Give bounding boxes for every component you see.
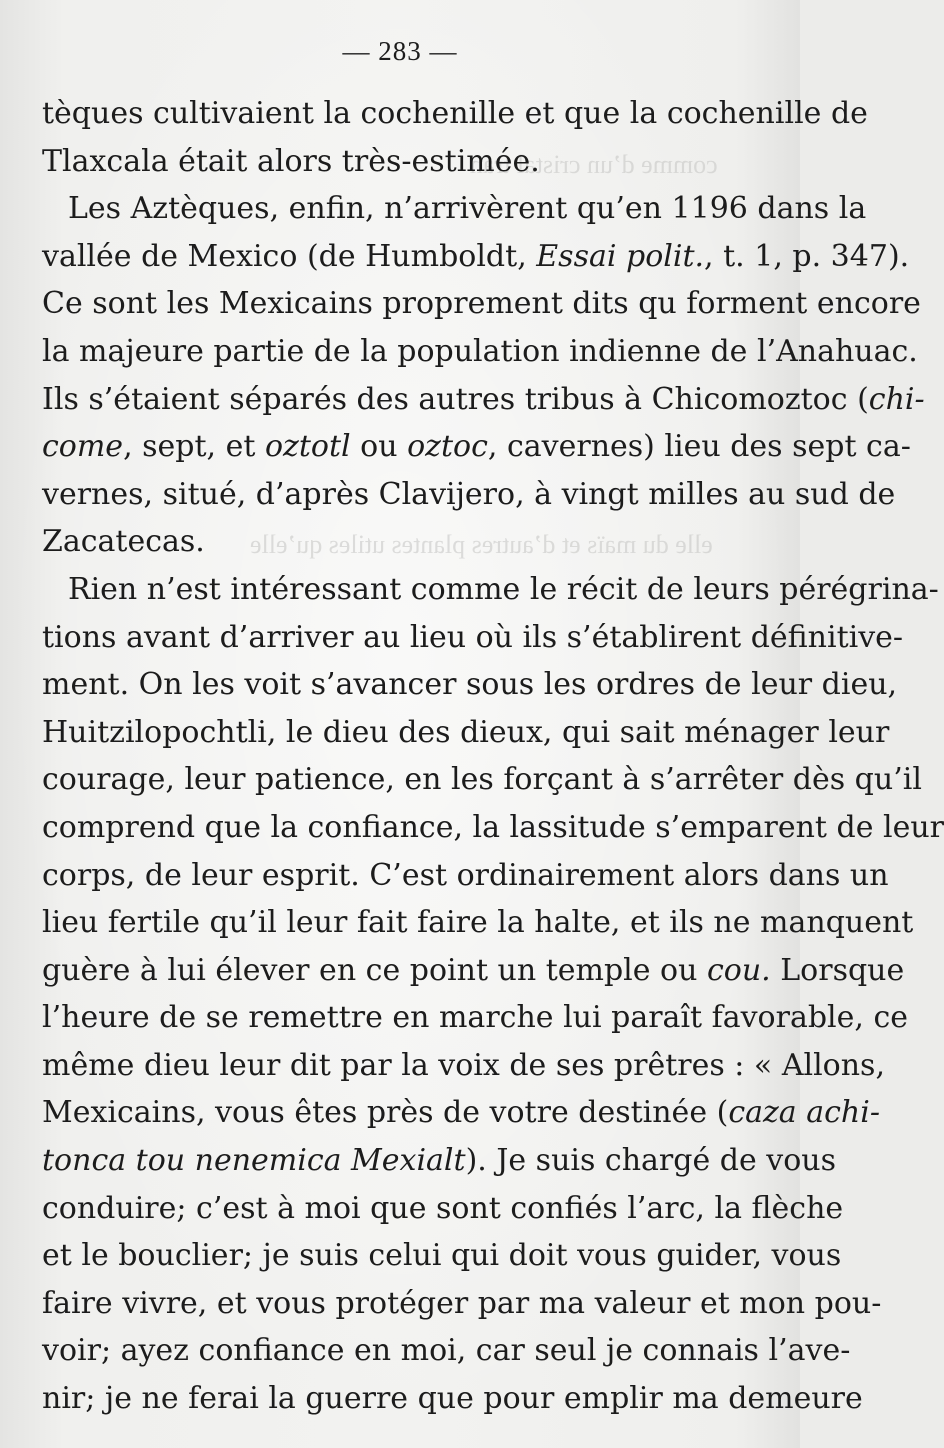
text-segment: Mexicains, vous êtes près de votre destinée ( bbox=[42, 1095, 729, 1131]
text-line bbox=[42, 709, 890, 757]
text-segment: comprend que la confiance, la lassitude s’emparent de leur bbox=[42, 809, 944, 845]
text-segment: conduire; c’est à moi que sont confiés l’arc, la flèche bbox=[42, 1190, 844, 1226]
text-line bbox=[42, 138, 760, 186]
text-line bbox=[42, 1042, 885, 1090]
text-line bbox=[42, 852, 889, 900]
text-segment: , sept, et bbox=[123, 429, 265, 465]
text-line bbox=[42, 423, 911, 471]
text-segment: vallée de Mexico (de Humboldt, bbox=[42, 238, 537, 274]
text-segment: ou bbox=[350, 429, 408, 465]
text-segment: courage, leur patience, en les forçant à s’arrêter dès qu’il bbox=[42, 762, 922, 798]
text-segment: ment. On les voit s’avancer sous les ordres de leur dieu, bbox=[42, 667, 898, 703]
bleed-through-text: comme d’un cristal tran bbox=[470, 150, 718, 179]
text-line bbox=[42, 1185, 844, 1233]
text-line bbox=[42, 1327, 851, 1375]
text-segment: Tlaxcala était alors très-estimée. bbox=[42, 143, 540, 179]
text-segment: corps, de leur esprit. C’est ordinairement alors dans un bbox=[42, 857, 889, 893]
italic-text: tonca tou nenemica Mexialt bbox=[42, 1143, 466, 1179]
text-line bbox=[42, 280, 921, 328]
text-segment: Les Aztèques, enfin, n’arrivèrent qu’en 1196 dans la bbox=[68, 191, 867, 227]
italic-text: oztotl bbox=[264, 429, 351, 465]
body-text bbox=[42, 90, 944, 1423]
text-segment: faire vivre, et vous protéger par ma valeur et mon pou- bbox=[42, 1285, 882, 1321]
text-line bbox=[42, 994, 909, 1042]
italic-text: caza achi- bbox=[728, 1095, 880, 1131]
text-line bbox=[42, 1280, 882, 1328]
text-segment: vernes, situé, d’après Clavijero, à vingt milles au sud de bbox=[42, 476, 896, 512]
text-segment: nir; je ne ferai la guerre que pour emplir ma demeure bbox=[42, 1381, 863, 1417]
text-line bbox=[42, 1089, 880, 1137]
text-line bbox=[42, 1137, 836, 1185]
text-line bbox=[42, 185, 867, 233]
text-line bbox=[42, 614, 904, 662]
text-line bbox=[42, 1232, 842, 1280]
text-line bbox=[42, 233, 910, 281]
italic-text: chi- bbox=[868, 381, 925, 417]
text-line bbox=[42, 566, 939, 614]
text-line bbox=[42, 661, 898, 709]
text-line bbox=[42, 1375, 863, 1423]
italic-text: come bbox=[42, 429, 124, 465]
text-segment: ). Je suis chargé de vous bbox=[465, 1143, 836, 1179]
text-segment: , cavernes) lieu des sept ca- bbox=[487, 429, 911, 465]
italic-text: cou. bbox=[706, 952, 771, 988]
text-segment: Zacatecas. bbox=[42, 524, 205, 560]
text-segment: tions avant d’arriver au lieu où ils s’établirent définitive- bbox=[42, 619, 904, 655]
text-segment: voir; ayez confiance en moi, car seul je connais l’ave- bbox=[42, 1333, 851, 1369]
text-segment: , t. 1, p. 347). bbox=[704, 238, 910, 274]
text-segment: lieu fertile qu’il leur fait faire la halte, et ils ne manquent bbox=[42, 905, 914, 941]
text-segment: la majeure partie de la population indienne de l’Anahuac. bbox=[42, 333, 918, 369]
text-segment: et le bouclier; je suis celui qui doit vous guider, vous bbox=[42, 1238, 842, 1274]
text-line bbox=[42, 899, 914, 947]
text-line bbox=[42, 804, 944, 852]
text-segment: guère à lui élever en ce point un temple ou bbox=[42, 952, 707, 988]
text-segment: Ils s’étaient séparés des autres tribus à Chicomoztoc ( bbox=[42, 381, 869, 417]
text-line bbox=[42, 90, 868, 138]
text-line bbox=[42, 328, 918, 376]
text-segment: Huitzilopochtli, le dieu des dieux, qui sait ménager leur bbox=[42, 714, 890, 750]
text-segment: l’heure de se remettre en marche lui paraît favorable, ce bbox=[42, 1000, 909, 1036]
text-line bbox=[42, 376, 925, 424]
text-line bbox=[42, 756, 922, 804]
italic-text: oztoc bbox=[407, 429, 488, 465]
text-line bbox=[42, 471, 896, 519]
text-segment: tèques cultivaient la cochenille et que la cochenille de bbox=[42, 96, 868, 131]
text-line bbox=[42, 518, 760, 566]
italic-text: Essai polit. bbox=[536, 238, 705, 274]
bleed-through-text: elle du maïs et d’autres plantes utiles qu’elle bbox=[250, 530, 713, 559]
text-segment: Lorsque bbox=[770, 952, 905, 988]
text-segment: même dieu leur dit par la voix de ses prêtres : « Allons, bbox=[42, 1047, 885, 1083]
text-segment: Rien n’est intéressant comme le récit de leurs pérégrina- bbox=[68, 571, 939, 607]
text-segment: Ce sont les Mexicains proprement dits qu forment encore bbox=[42, 286, 921, 322]
text-line bbox=[42, 947, 905, 995]
page-number: — 283 — bbox=[342, 36, 458, 66]
